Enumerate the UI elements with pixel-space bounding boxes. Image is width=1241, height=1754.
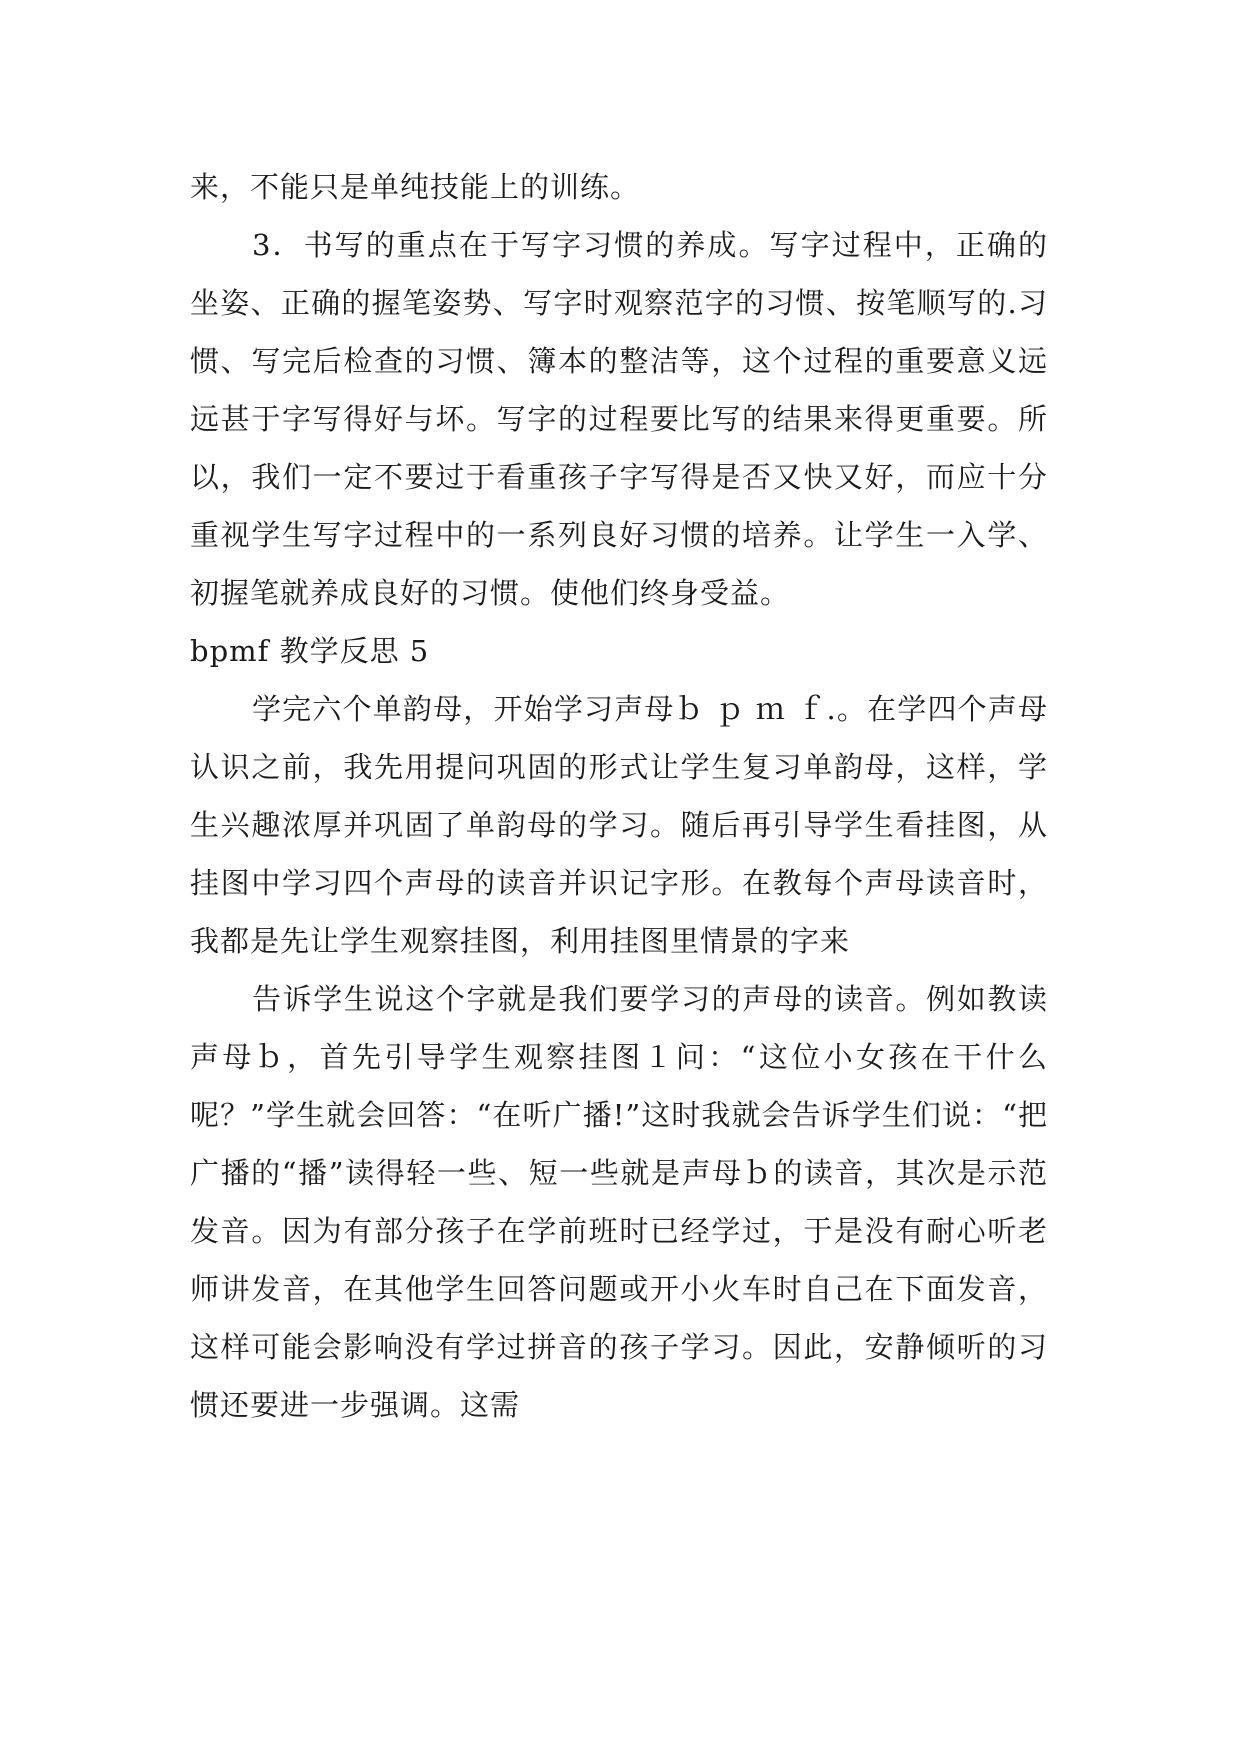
paragraph-writing-habits: 3．书写的重点在于写字习惯的养成。写字过程中，正确的坐姿、正确的握笔姿势、写字时观察范字的习惯、按笔顺写的.习惯、写完后检查的习惯、簿本的整洁等，这个过程的重要意义远远甚于字写得好与坏。写字的过程要比写的结果来得更重要。所以，我们一定不要过于看重孩子字写得是否又快又好，而应十分重视学生写字过程中的一系列良好习惯的培养。让学生一入学、初握笔就养成良好的习惯。使他们终身受益。 — [190, 228, 1048, 610]
paragraph-continuation: 来，不能只是单纯技能上的训练。 — [190, 170, 641, 204]
section-heading: bpmf 教学反思 5 — [190, 634, 430, 668]
paragraph-bpmf-intro: 学完六个单韵母，开始学习声母ｂ ｐ ｍ ｆ.。在学四个声母认识之前，我先用提问巩固的形式让学生复习单韵母，这样，学生兴趣浓厚并巩固了单韵母的学习。随后再引导学生看挂图，从挂图中学习四个声母的读音并识记字形。在教每个声母读音时，我都是先让学生观察挂图，利用挂图里情景的字来 — [190, 692, 1048, 958]
document-body — [190, 158, 1048, 1434]
paragraph-bpmf-teaching: 告诉学生说这个字就是我们要学习的声母的读音。例如教读声母ｂ，首先引导学生观察挂图１问：“这位小女孩在干什么呢？”学生就会回答：“在听广播!”这时我就会告诉学生们说：“把广播的“播”读得轻一些、短一些就是声母ｂ的读音，其次是示范发音。因为有部分孩子在学前班时已经学过，于是没有耐心听老师讲发音，在其他学生回答问题或开小火车时自己在下面发音，这样可能会影响没有学过拼音的孩子学习。因此，安静倾听的习惯还要进一步强调。这需 — [190, 982, 1048, 1422]
